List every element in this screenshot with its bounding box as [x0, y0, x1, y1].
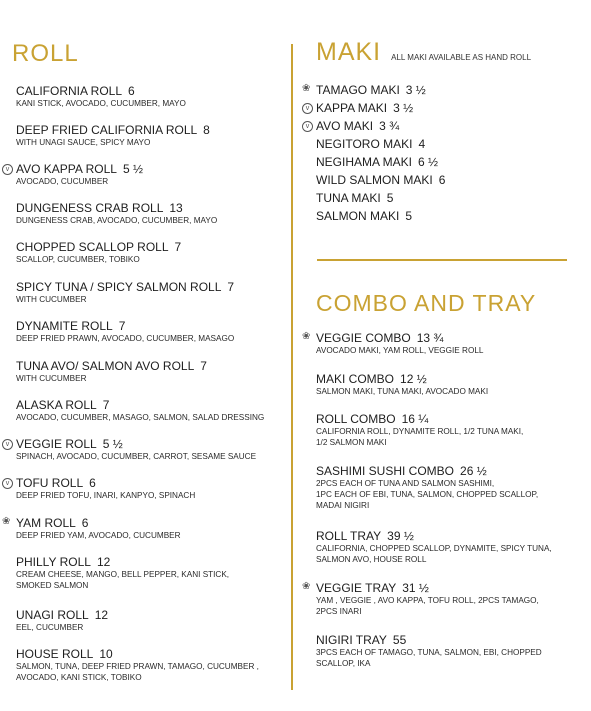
item-price: 13 ¾ [416, 331, 444, 345]
item-name: DYNAMITE ROLL [16, 319, 113, 333]
item-description: 2PCS EACH OF TUNA AND SALMON SASHIMI, [316, 479, 495, 488]
item-name: SALMON MAKI [316, 209, 400, 223]
item-description: WITH CUCUMBER [16, 295, 87, 304]
item-name-line [316, 101, 413, 115]
menu-item [16, 398, 264, 423]
roll-section-title: ROLL [12, 40, 79, 67]
item-description: AVOCADO, CUCUMBER [16, 177, 109, 186]
item-price: 10 [99, 647, 113, 661]
item-description: YAM , VEGGIE , AVO KAPPA, TOFU ROLL, 2PCS TAMAGO, [316, 596, 539, 605]
leaf-icon: ❀ [302, 83, 311, 94]
item-name: NEGIHAMA MAKI [316, 155, 413, 169]
item-description: EEL, CUCUMBER [16, 623, 84, 632]
menu-item [16, 516, 181, 541]
menu-item [16, 123, 210, 148]
item-name-line [316, 209, 412, 223]
item-price: 7 [174, 240, 182, 254]
item-price: 8 [203, 123, 210, 137]
menu-item [16, 240, 181, 265]
item-name: KAPPA MAKI [316, 101, 388, 115]
maki-title-text: MAKI [316, 38, 382, 66]
maki-note: ALL MAKI AVAILABLE AS HAND ROLL [391, 53, 532, 62]
item-name-line [16, 240, 181, 254]
item-name: DEEP FRIED CALIFORNIA ROLL [16, 123, 198, 137]
item-price: 6 [89, 476, 96, 490]
item-name-line [16, 319, 234, 333]
column-divider [291, 44, 293, 690]
item-price: 26 ½ [460, 464, 487, 478]
item-name-line [16, 398, 264, 412]
item-price: 39 ½ [387, 529, 414, 543]
item-description: 1/2 SALMON MAKI [316, 438, 387, 447]
item-description: SCALLOP, IKA [316, 659, 371, 668]
menu-item [16, 608, 108, 633]
item-name-line [316, 581, 539, 595]
item-description: KANI STICK, AVOCADO, CUCUMBER, MAYO [16, 99, 186, 108]
item-name: AVO KAPPA ROLL [16, 162, 117, 176]
item-description: 2PCS INARI [316, 607, 362, 616]
item-price: 31 ½ [402, 581, 429, 595]
menu-item [16, 319, 234, 344]
menu-item [316, 331, 483, 356]
item-name-line [16, 84, 186, 98]
menu-item [316, 529, 552, 565]
maki-section-title [316, 38, 531, 67]
menu-item [16, 437, 256, 462]
vegetarian-icon: v [302, 121, 313, 132]
item-name-line [16, 162, 143, 176]
item-name-line [16, 476, 195, 490]
item-price: 12 ½ [400, 372, 427, 386]
menu-item [316, 155, 438, 169]
item-name-line [316, 155, 438, 169]
vegetarian-icon: v [2, 439, 13, 450]
item-description: SALMON, TUNA, DEEP FRIED PRAWN, TAMAGO, CUCUMBER , [16, 662, 259, 671]
menu-item [316, 412, 523, 448]
item-name: VEGGIE COMBO [316, 331, 411, 345]
menu-item [316, 137, 425, 151]
item-name-line [316, 83, 426, 97]
item-name: UNAGI ROLL [16, 608, 89, 622]
item-name-line [316, 137, 425, 151]
item-price: 6 [128, 84, 135, 98]
item-name: NEGITORO MAKI [316, 137, 413, 151]
vegetarian-icon: v [2, 478, 13, 489]
menu-item [16, 201, 217, 226]
item-name: AVO MAKI [316, 119, 374, 133]
item-name: VEGGIE ROLL [16, 437, 97, 451]
item-name: NIGIRI TRAY [316, 633, 387, 647]
leaf-icon: ❀ [2, 516, 11, 527]
item-name: TAMAGO MAKI [316, 83, 400, 97]
item-name: VEGGIE TRAY [316, 581, 397, 595]
item-name: MAKI COMBO [316, 372, 395, 386]
combo-section-title: COMBO AND TRAY [316, 290, 537, 316]
item-name-line [16, 555, 229, 569]
item-name: YAM ROLL [16, 516, 76, 530]
item-description: DEEP FRIED PRAWN, AVOCADO, CUCUMBER, MASAGO [16, 334, 235, 343]
item-description: CALIFORNIA, CHOPPED SCALLOP, DYNAMITE, SPICY TUNA, [316, 544, 552, 553]
item-description: WITH UNAGI SAUCE, SPICY MAYO [16, 138, 151, 147]
item-description: SCALLOP, CUCUMBER, TOBIKO [16, 255, 140, 264]
item-price: 7 [118, 319, 126, 333]
item-name-line [316, 412, 523, 426]
item-description: CALIFORNIA ROLL, DYNAMITE ROLL, 1/2 TUNA MAKI, [316, 427, 524, 436]
item-name: TUNA AVO/ SALMON AVO ROLL [16, 359, 195, 373]
menu-item [16, 84, 186, 109]
item-description: SALMON MAKI, TUNA MAKI, AVOCADO MAKI [316, 387, 489, 396]
menu-item [316, 191, 393, 205]
item-description: DUNGENESS CRAB, AVOCADO, CUCUMBER, MAYO [16, 216, 218, 225]
item-description: DEEP FRIED TOFU, INARI, KANPYO, SPINACH [16, 491, 196, 500]
item-price: 16 ¼ [401, 412, 429, 426]
item-name: CHOPPED SCALLOP ROLL [16, 240, 169, 254]
item-description: 3PCS EACH OF TAMAGO, TUNA, SALMON, EBI, CHOPPED [316, 648, 542, 657]
item-price: 7 [200, 359, 207, 373]
item-description: DEEP FRIED YAM, AVOCADO, CUCUMBER [16, 531, 181, 540]
item-price: 55 [392, 633, 407, 647]
item-name: HOUSE ROLL [16, 647, 94, 661]
menu-item [316, 633, 542, 669]
item-name-line [16, 280, 234, 294]
item-price: 3 ½ [393, 101, 414, 115]
item-description: SMOKED SALMON [16, 581, 89, 590]
item-price: 6 ½ [418, 155, 439, 169]
item-name-line [16, 647, 259, 661]
item-price: 5 ½ [122, 162, 143, 176]
menu-item [316, 173, 445, 187]
item-price: 5 [405, 209, 413, 223]
item-name: SPICY TUNA / SPICY SALMON ROLL [16, 280, 222, 294]
menu-item [316, 101, 413, 115]
item-price: 6 [81, 516, 89, 530]
item-name: PHILLY ROLL [16, 555, 91, 569]
item-description: AVOCADO MAKI, YAM ROLL, VEGGIE ROLL [316, 346, 484, 355]
item-name-line [316, 464, 538, 478]
menu-item [316, 83, 426, 97]
item-name: CALIFORNIA ROLL [16, 84, 123, 98]
item-price: 4 [418, 137, 426, 151]
item-price: 12 [94, 608, 109, 622]
leaf-icon: ❀ [302, 581, 311, 592]
item-description: 1PC EACH OF EBI, TUNA, SALMON, CHOPPED SCALLOP, [316, 490, 539, 499]
item-price: 7 [102, 398, 110, 412]
menu-item [316, 464, 538, 511]
item-description: MADAI NIGIRI [316, 501, 370, 510]
item-price: 6 [438, 173, 446, 187]
vegetarian-icon: v [2, 164, 13, 175]
menu-item [316, 581, 539, 617]
item-description: WITH CUCUMBER [16, 374, 87, 383]
item-description: AVOCADO, CUCUMBER, MASAGO, SALMON, SALAD DRESSING [16, 413, 265, 422]
item-name-line [16, 201, 217, 215]
item-price: 12 [96, 555, 111, 569]
item-description: SALMON AVO, HOUSE ROLL [316, 555, 427, 564]
item-price: 7 [227, 280, 235, 294]
item-name-line [316, 331, 483, 345]
item-name-line [316, 173, 445, 187]
item-price: 5 [386, 191, 394, 205]
item-name: TUNA MAKI [316, 191, 381, 205]
item-name: SASHIMI SUSHI COMBO [316, 464, 455, 478]
item-name-line [16, 437, 256, 451]
item-name: ROLL TRAY [316, 529, 382, 543]
item-name-line [16, 123, 210, 137]
menu-item [16, 647, 259, 683]
leaf-icon: ❀ [302, 331, 311, 342]
item-description: SPINACH, AVOCADO, CUCUMBER, CARROT, SESAME SAUCE [16, 452, 257, 461]
item-name: WILD SALMON MAKI [316, 173, 433, 187]
menu-item [16, 555, 229, 591]
item-name: DUNGENESS CRAB ROLL [16, 201, 164, 215]
item-name: ROLL COMBO [316, 412, 396, 426]
item-name-line [16, 516, 181, 530]
item-price: 5 ½ [102, 437, 123, 451]
item-name-line [16, 608, 108, 622]
menu-item [316, 372, 488, 397]
item-price: 3 ¾ [379, 119, 400, 133]
menu-item [16, 476, 195, 501]
menu-item [16, 162, 143, 187]
menu-item [316, 209, 412, 223]
item-name: ALASKA ROLL [16, 398, 97, 412]
item-price: 13 [169, 201, 183, 215]
item-description: CREAM CHEESE, MANGO, BELL PEPPER, KANI STICK, [16, 570, 230, 579]
section-separator [317, 259, 567, 261]
item-description: AVOCADO, KANI STICK, TOBIKO [16, 673, 142, 682]
item-name-line [316, 529, 552, 543]
item-name-line [316, 372, 488, 386]
vegetarian-icon: v [302, 103, 313, 114]
item-name-line [316, 191, 393, 205]
item-price: 3 ½ [405, 83, 426, 97]
item-name-line [16, 359, 207, 373]
menu-item [16, 359, 207, 384]
menu-item [316, 119, 399, 133]
menu-item [16, 280, 234, 305]
item-name: TOFU ROLL [16, 476, 84, 490]
item-name-line [316, 633, 542, 647]
item-name-line [316, 119, 399, 133]
